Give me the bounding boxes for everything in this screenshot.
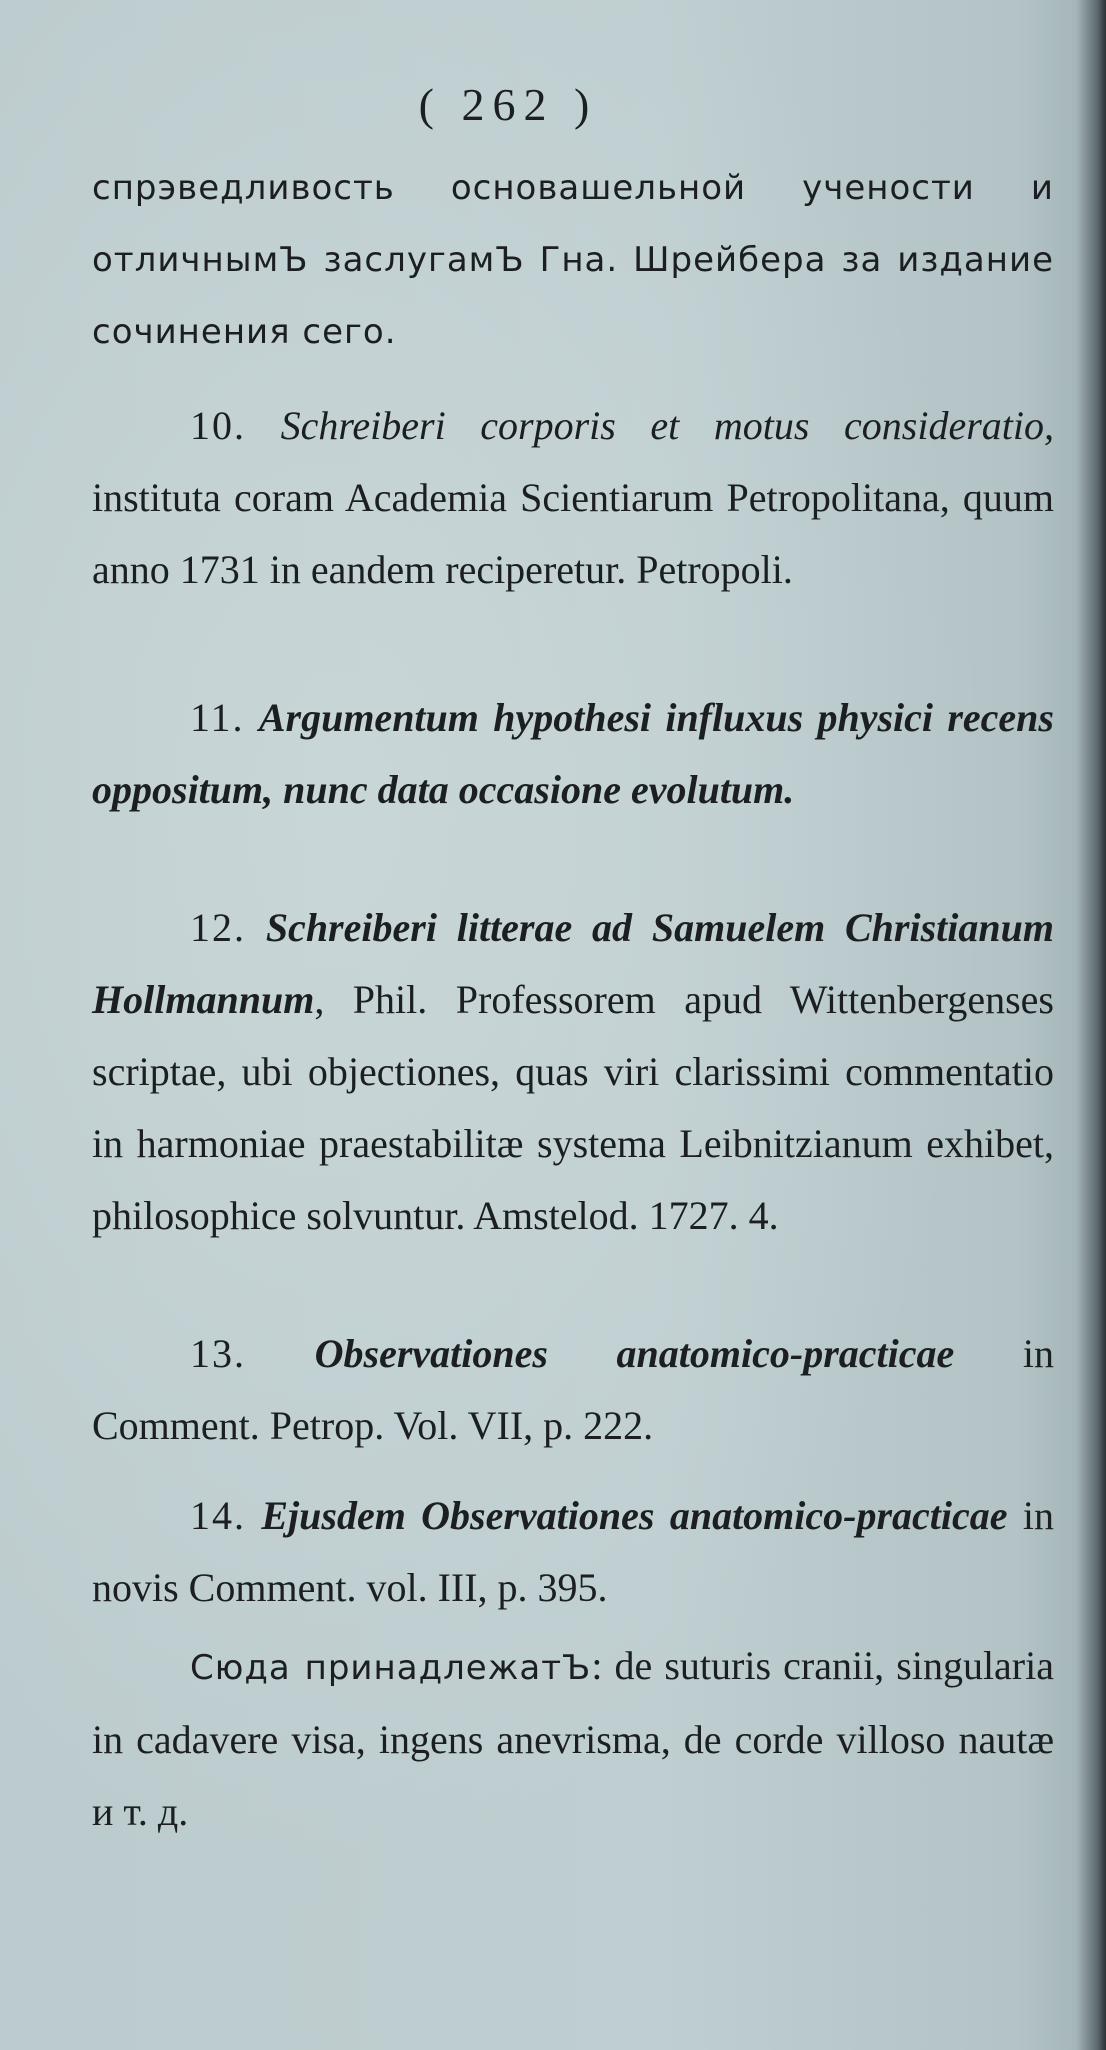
item-text: , Phil. Professorem apud Wittenbergenses scriptae, ubi objectiones, quas viri clarissimi commentatio in harmoniae praestabilitæ systema Leibnitzianum exhibet, philosophice solvuntur. Amstelod. 1727. 4. [92, 977, 1054, 1238]
paragraph-continuation [92, 152, 1054, 368]
paragraph-item-13 [92, 1318, 1054, 1462]
page-edge-shadow [1076, 0, 1106, 2050]
paragraph-item-11 [92, 682, 1054, 826]
paragraph-item-14 [92, 1480, 1054, 1624]
item-number: 13. [190, 1331, 246, 1376]
item-text: in Comment. Petrop. Vol. VII, p. 222. [92, 1331, 1054, 1448]
page-number: ( 262 ) [418, 79, 598, 130]
item-text: instituta coram Academia Scientiarum Petropolitana, quum anno 1731 in eandem reciperetur. Petropoli. [92, 475, 1054, 592]
item-title: Schreiberi litterae ad Samuelem Christianum Hollmannum [92, 905, 1055, 1022]
item-number: 11. [190, 695, 245, 740]
paragraph-includes [92, 1630, 1054, 1848]
paragraph-lead: Сюда принадлежатЪ [190, 1648, 592, 1688]
paragraph-item-10 [92, 390, 1054, 606]
paragraph-item-12 [92, 892, 1054, 1252]
item-title: Ejusdem Observationes anatomico-practicae [261, 1493, 1008, 1538]
item-number: 10. [190, 403, 246, 448]
paragraph-text: спрэведливость основашельной учености и отличнымЪ заслугамЪ Гна. Шрейбера за издание сочинения сего. [92, 168, 1054, 352]
item-number: 12. [190, 905, 246, 950]
item-text: in novis Comment. vol. III, p. 395. [92, 1493, 1054, 1610]
paragraph-text: : de suturis cranii, singularia in cadavere visa, ingens anevrisma, de corde villoso nautæ и т. д. [92, 1643, 1054, 1834]
item-title: Argumentum hypothesi influxus physici recens oppositum, nunc data occasione evolutum. [92, 695, 1054, 812]
item-title: Observationes anatomico-practicae [314, 1331, 955, 1376]
item-number: 14. [190, 1493, 246, 1538]
item-title: Schreiberi corporis et motus consideratio, [280, 403, 1054, 448]
